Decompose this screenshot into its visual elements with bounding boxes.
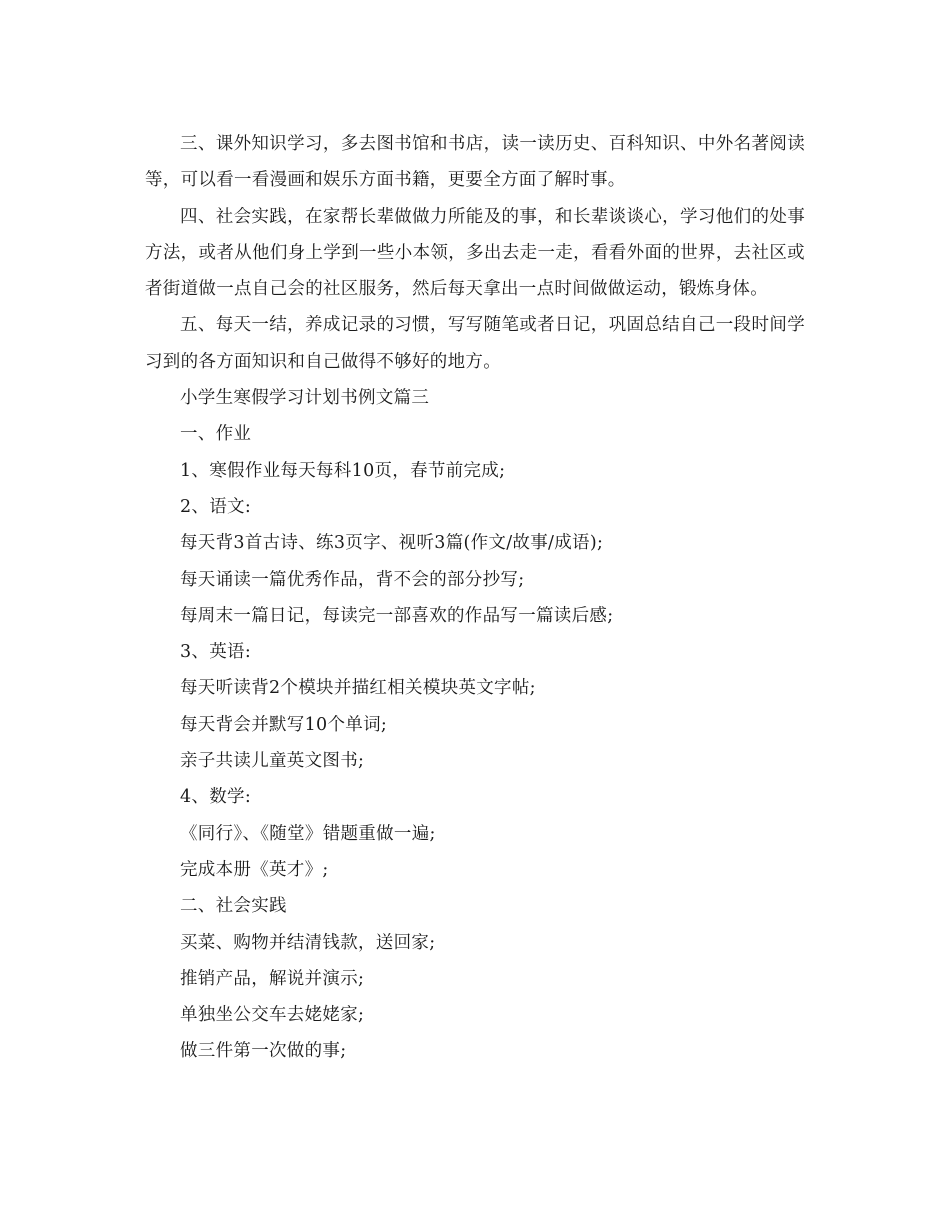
document-body <box>145 126 805 1070</box>
list-item: 推销产品，解说并演示; <box>180 968 365 989</box>
list-item: 完成本册《英才》; <box>180 859 329 880</box>
list-item: 每周末一篇日记，每读完一部喜欢的作品写一篇读后感; <box>180 605 614 626</box>
paragraph-social-practice: 四、社会实践，在家帮长辈做做力所能及的事，和长辈谈谈心，学习他们的处事方法，或者从他们身上学到一些小本领，多出去走一走，看看外面的世界，去社区或者街道做一点自己会的社区服务，然后每天拿出一点时间做做运动，锻炼身体。 <box>145 206 805 300</box>
list-item: 做三件第一次做的事; <box>180 1041 347 1062</box>
section-title: 小学生寒假学习计划书例文篇三 <box>180 388 430 409</box>
list-item: 每天背3首古诗、练3页字、视听3篇(作文/故事/成语); <box>180 533 604 554</box>
section-heading-homework: 一、作业 <box>180 424 252 445</box>
list-item: 1、寒假作业每天每科10页，春节前完成; <box>180 460 506 481</box>
list-item: 亲子共读儿童英文图书; <box>180 751 365 772</box>
subheading-math: 4、数学: <box>180 787 252 808</box>
subheading-chinese: 2、语文: <box>180 496 252 517</box>
section-heading-social-practice: 二、社会实践 <box>180 896 287 917</box>
paragraph-daily-summary: 五、每天一结，养成记录的习惯，写写随笔或者日记，巩固总结自己一段时间学习到的各方面知识和自己做得不够好的地方。 <box>145 315 805 372</box>
subheading-english: 3、英语: <box>180 642 252 663</box>
list-item: 每天听读背2个模块并描红相关模块英文字帖; <box>180 678 536 699</box>
list-item: 每天诵读一篇优秀作品，背不会的部分抄写; <box>180 569 525 590</box>
list-item: 《同行》、《随堂》错题重做一遍; <box>180 823 436 844</box>
paragraph-extracurricular-study: 三、课外知识学习，多去图书馆和书店，读一读历史、百科知识、中外名著阅读等，可以看一看漫画和娱乐方面书籍，更要全方面了解时事。 <box>145 134 805 191</box>
list-item: 单独坐公交车去姥姥家; <box>180 1005 365 1026</box>
list-item: 买菜、购物并结清钱款，送回家; <box>180 932 436 953</box>
list-item: 每天背会并默写10个单词; <box>180 714 388 735</box>
